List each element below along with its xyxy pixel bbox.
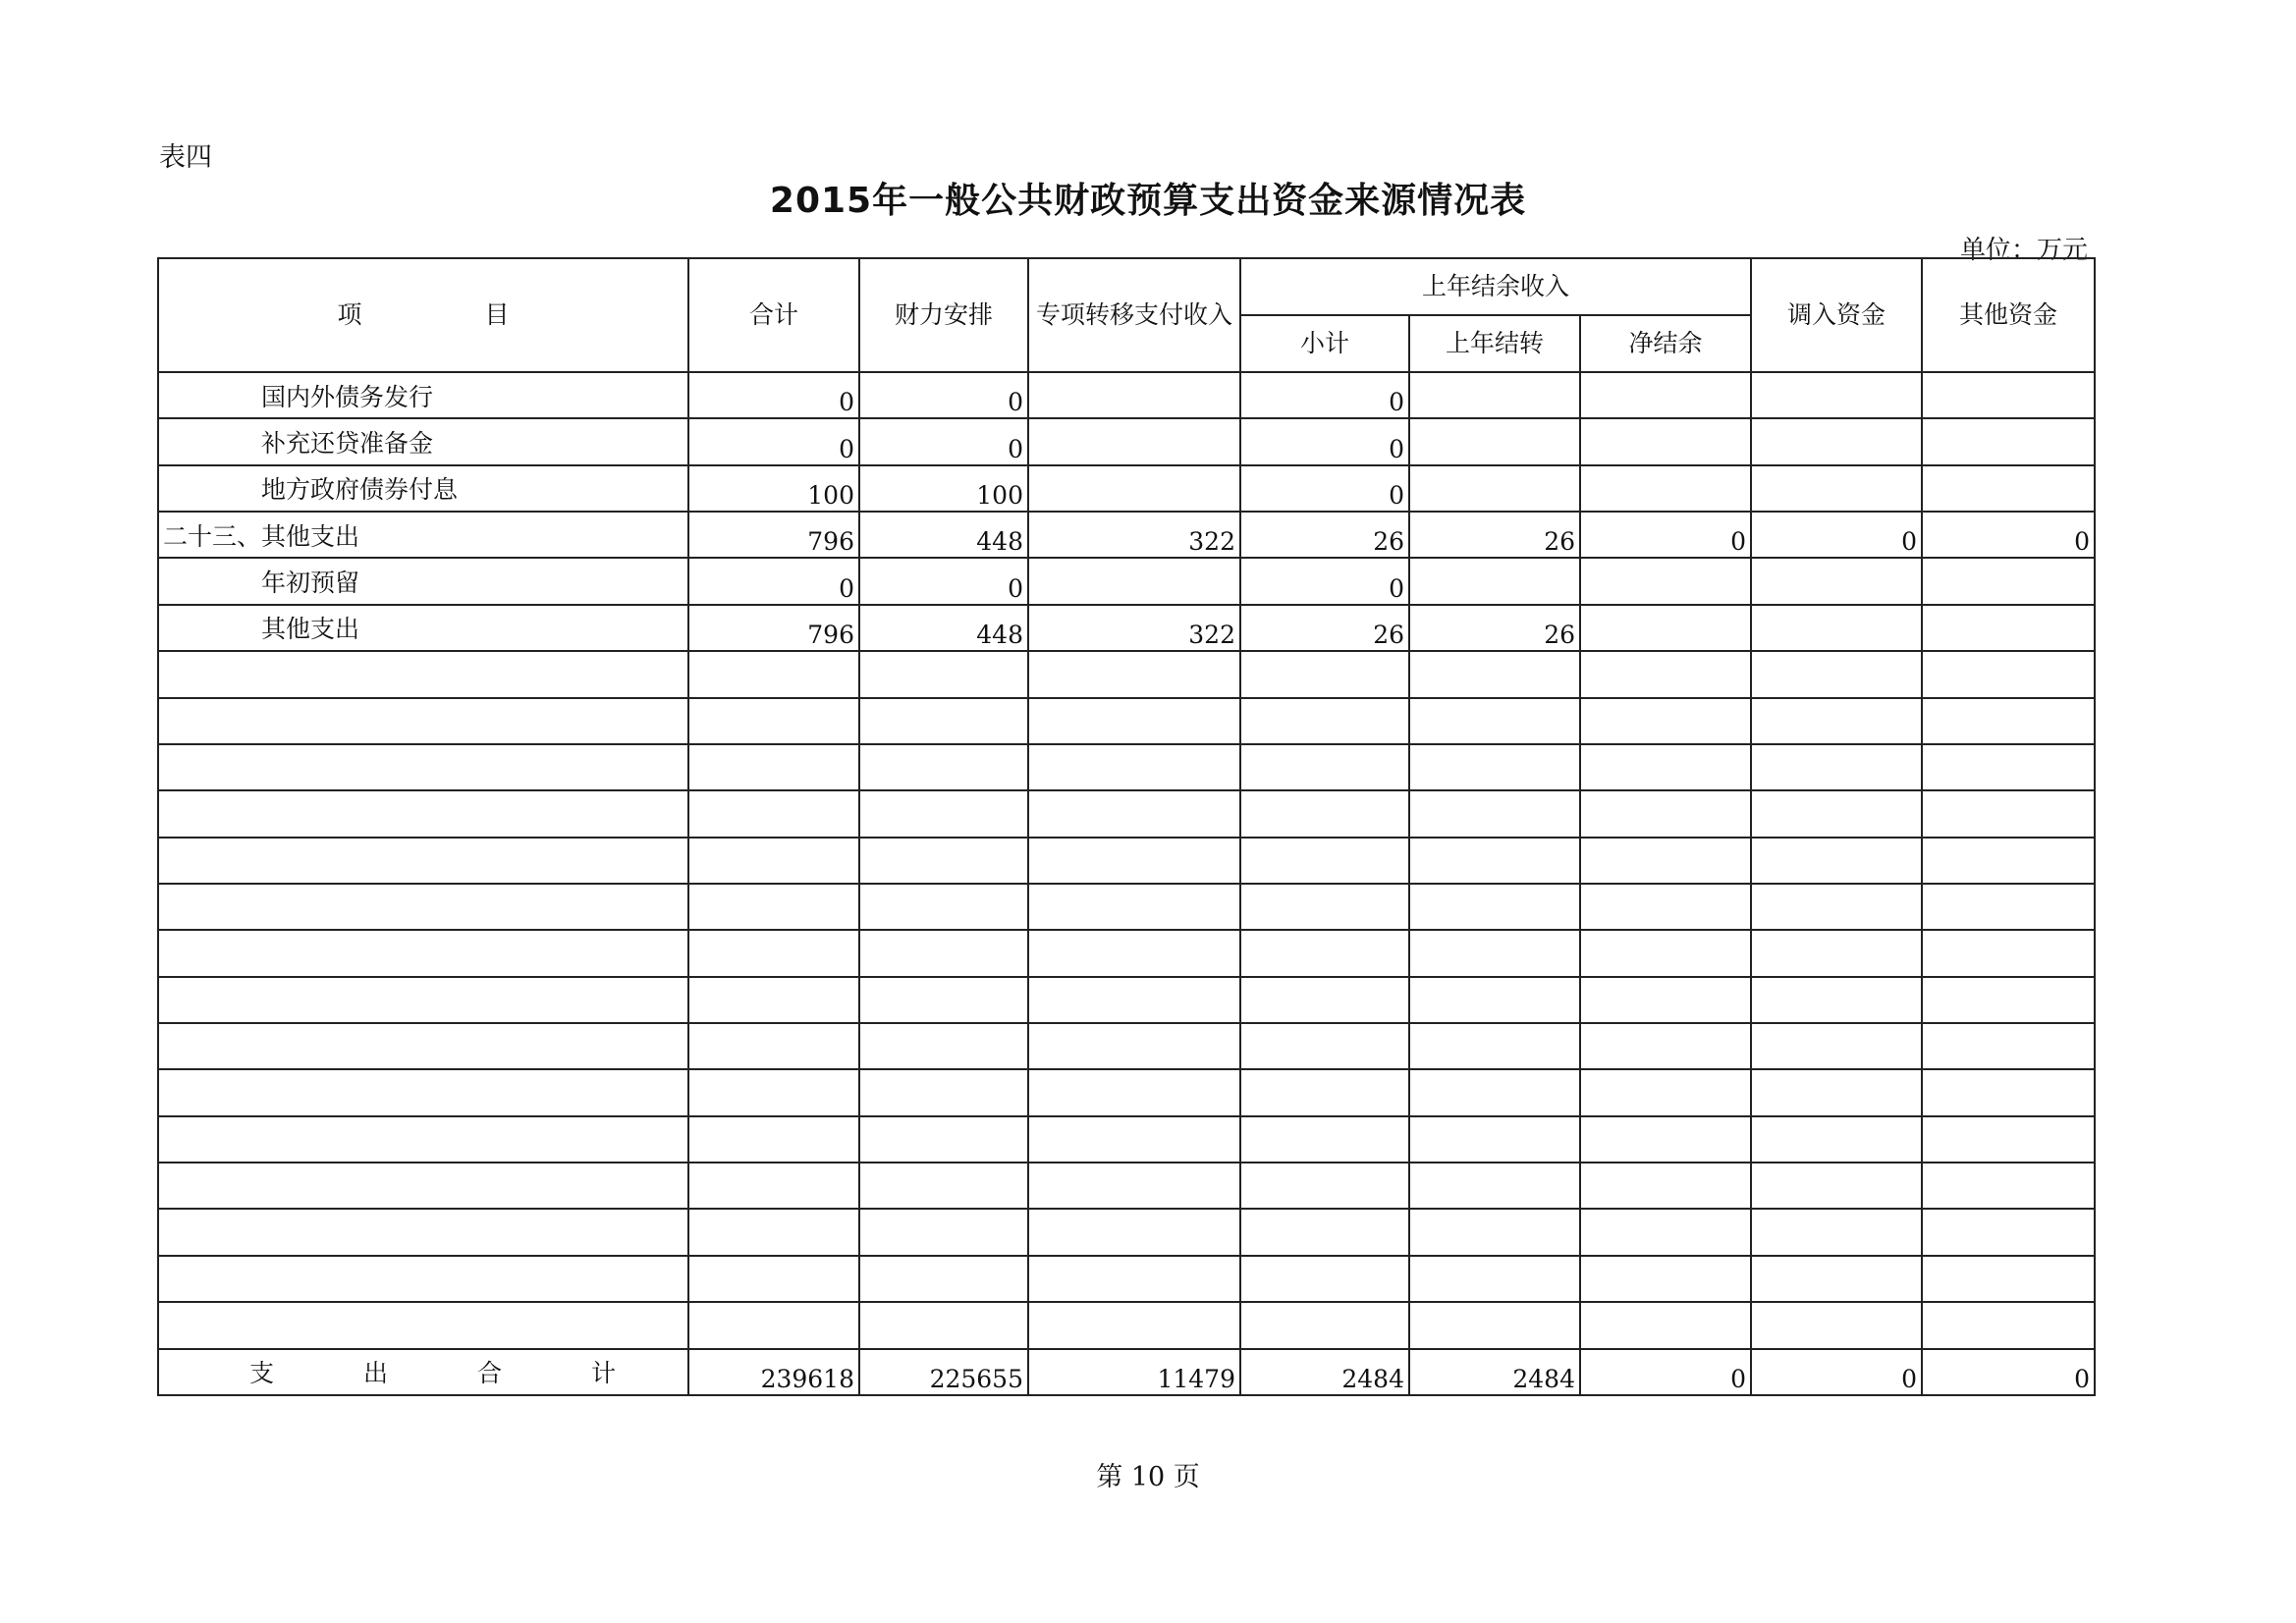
empty-cell (158, 838, 688, 884)
empty-cell (1580, 1256, 1751, 1302)
row-item-label: 补充还贷准备金 (158, 418, 688, 464)
empty-cell (859, 1069, 1028, 1115)
empty-cell (859, 884, 1028, 930)
empty-row (158, 744, 2095, 790)
empty-cell (1240, 1023, 1409, 1069)
empty-cell (1409, 1302, 1580, 1348)
page-number: 第 10 页 (1096, 1462, 1200, 1492)
empty-cell (1922, 1302, 2095, 1348)
header-net-balance: 净结余 (1580, 315, 1751, 372)
empty-cell (158, 1116, 688, 1163)
empty-cell (1922, 1069, 2095, 1115)
total-subtotal: 2484 (1240, 1349, 1409, 1395)
empty-cell (1580, 838, 1751, 884)
cell-special: 322 (1028, 605, 1240, 651)
empty-row (158, 977, 2095, 1023)
empty-cell (859, 1116, 1028, 1163)
empty-cell (1922, 930, 2095, 976)
empty-cell (688, 977, 859, 1023)
empty-cell (1751, 1116, 1922, 1163)
empty-cell (1240, 1256, 1409, 1302)
cell-subtotal: 26 (1240, 512, 1409, 558)
empty-cell (1240, 1302, 1409, 1348)
table-row (158, 605, 2095, 651)
header-carryover: 上年结转 (1409, 315, 1580, 372)
empty-cell (1751, 1209, 1922, 1255)
empty-cell (1751, 1163, 1922, 1209)
empty-cell (688, 698, 859, 744)
totals-label-char: 合 (477, 1359, 503, 1388)
empty-cell (1580, 977, 1751, 1023)
empty-cell (1580, 1023, 1751, 1069)
empty-cell (1409, 1163, 1580, 1209)
total-carryover: 2484 (1409, 1349, 1580, 1395)
empty-cell (1922, 884, 2095, 930)
empty-row (158, 1116, 2095, 1163)
header-other-funds: 其他资金 (1922, 258, 2095, 372)
empty-cell (1751, 930, 1922, 976)
empty-cell (1751, 1069, 1922, 1115)
empty-cell (688, 1069, 859, 1115)
cell-carryover (1409, 465, 1580, 512)
empty-cell (1409, 1116, 1580, 1163)
empty-cell (688, 1209, 859, 1255)
empty-cell (1240, 744, 1409, 790)
empty-row (158, 1023, 2095, 1069)
empty-cell (859, 651, 1028, 697)
empty-cell (1028, 1302, 1240, 1348)
empty-cell (1028, 790, 1240, 837)
empty-cell (1922, 1209, 2095, 1255)
cell-fiscal: 100 (859, 465, 1028, 512)
header-prior-year-group: 上年结余收入 (1240, 258, 1751, 315)
totals-label (158, 1349, 688, 1395)
empty-row (158, 790, 2095, 837)
empty-cell (158, 1302, 688, 1348)
empty-cell (1922, 651, 2095, 697)
unit-label: 单位：万元 (1959, 236, 2088, 265)
header-transferred-in: 调入资金 (1751, 258, 1922, 372)
empty-cell (1409, 977, 1580, 1023)
row-item-label: 其他支出 (158, 605, 688, 651)
empty-cell (1751, 838, 1922, 884)
table-row (158, 465, 2095, 512)
cell-net (1580, 558, 1751, 604)
table-body (158, 372, 2095, 1395)
total-special: 11479 (1028, 1349, 1240, 1395)
empty-cell (1028, 744, 1240, 790)
empty-cell (158, 1209, 688, 1255)
cell-subtotal: 0 (1240, 418, 1409, 464)
table-row (158, 372, 2095, 418)
empty-cell (1028, 838, 1240, 884)
empty-cell (688, 1023, 859, 1069)
cell-transfer-in (1751, 605, 1922, 651)
empty-cell (859, 930, 1028, 976)
empty-row (158, 838, 2095, 884)
empty-cell (859, 1023, 1028, 1069)
empty-cell (1751, 884, 1922, 930)
empty-cell (1751, 1256, 1922, 1302)
empty-cell (1028, 1023, 1240, 1069)
total-other: 0 (1922, 1349, 2095, 1395)
empty-cell (1922, 977, 2095, 1023)
cell-total: 100 (688, 465, 859, 512)
cell-net (1580, 372, 1751, 418)
empty-cell (1028, 651, 1240, 697)
empty-cell (1028, 1069, 1240, 1115)
empty-cell (1580, 698, 1751, 744)
empty-cell (1922, 1023, 2095, 1069)
empty-cell (1751, 651, 1922, 697)
cell-transfer-in: 0 (1751, 512, 1922, 558)
empty-cell (688, 651, 859, 697)
empty-row (158, 930, 2095, 976)
cell-special: 322 (1028, 512, 1240, 558)
total-net: 0 (1580, 1349, 1751, 1395)
empty-cell (1580, 1302, 1751, 1348)
empty-cell (1409, 1023, 1580, 1069)
cell-special (1028, 558, 1240, 604)
empty-cell (1922, 1116, 2095, 1163)
header-total: 合计 (688, 258, 859, 372)
empty-cell (859, 977, 1028, 1023)
empty-cell (1409, 884, 1580, 930)
empty-cell (688, 838, 859, 884)
row-item-label: 国内外债务发行 (158, 372, 688, 418)
empty-cell (1751, 790, 1922, 837)
cell-other (1922, 558, 2095, 604)
empty-cell (1922, 790, 2095, 837)
cell-other (1922, 372, 2095, 418)
empty-cell (158, 1023, 688, 1069)
cell-subtotal: 26 (1240, 605, 1409, 651)
empty-cell (158, 698, 688, 744)
cell-carryover (1409, 418, 1580, 464)
cell-special (1028, 372, 1240, 418)
empty-cell (688, 790, 859, 837)
cell-transfer-in (1751, 465, 1922, 512)
empty-cell (1580, 1116, 1751, 1163)
empty-cell (158, 744, 688, 790)
empty-cell (1580, 1163, 1751, 1209)
empty-cell (1922, 838, 2095, 884)
empty-cell (158, 1069, 688, 1115)
cell-fiscal: 0 (859, 372, 1028, 418)
total-total: 239618 (688, 1349, 859, 1395)
totals-label-char: 出 (363, 1359, 389, 1388)
empty-cell (1409, 838, 1580, 884)
row-item-label: 二十三、其他支出 (158, 512, 688, 558)
cell-carryover (1409, 558, 1580, 604)
empty-cell (1580, 930, 1751, 976)
header-item: 项 目 (158, 258, 688, 372)
empty-cell (688, 744, 859, 790)
cell-subtotal: 0 (1240, 465, 1409, 512)
row-item-label: 地方政府债券付息 (158, 465, 688, 512)
empty-cell (1580, 744, 1751, 790)
empty-cell (1240, 1069, 1409, 1115)
empty-cell (1240, 1163, 1409, 1209)
empty-cell (688, 884, 859, 930)
empty-cell (158, 790, 688, 837)
empty-cell (158, 1163, 688, 1209)
empty-row (158, 698, 2095, 744)
empty-cell (859, 1163, 1028, 1209)
table-row (158, 558, 2095, 604)
empty-row (158, 1069, 2095, 1115)
totals-label-char: 计 (591, 1359, 617, 1388)
empty-cell (158, 1256, 688, 1302)
empty-cell (1028, 1209, 1240, 1255)
empty-cell (688, 1302, 859, 1348)
cell-transfer-in (1751, 558, 1922, 604)
totals-row (158, 1349, 2095, 1395)
empty-cell (1580, 1069, 1751, 1115)
empty-cell (1028, 698, 1240, 744)
empty-cell (1028, 1116, 1240, 1163)
empty-cell (1922, 744, 2095, 790)
empty-cell (1751, 977, 1922, 1023)
empty-cell (1028, 930, 1240, 976)
empty-cell (1028, 977, 1240, 1023)
empty-cell (1409, 698, 1580, 744)
empty-cell (1409, 744, 1580, 790)
empty-row (158, 1163, 2095, 1209)
cell-fiscal: 448 (859, 605, 1028, 651)
cell-total: 0 (688, 558, 859, 604)
cell-subtotal: 0 (1240, 558, 1409, 604)
document-label: 表四 (159, 142, 212, 173)
empty-cell (859, 838, 1028, 884)
empty-cell (1409, 1256, 1580, 1302)
empty-cell (859, 1209, 1028, 1255)
empty-cell (688, 1163, 859, 1209)
empty-cell (859, 1256, 1028, 1302)
page-title: 2015年一般公共财政预算支出资金来源情况表 (769, 181, 1527, 221)
header-special-transfer: 专项转移支付收入 (1028, 258, 1240, 372)
empty-cell (1751, 698, 1922, 744)
empty-cell (1028, 1163, 1240, 1209)
cell-fiscal: 0 (859, 418, 1028, 464)
empty-cell (1240, 651, 1409, 697)
empty-cell (1409, 790, 1580, 837)
empty-cell (158, 977, 688, 1023)
empty-cell (859, 698, 1028, 744)
cell-other (1922, 418, 2095, 464)
empty-row (158, 651, 2095, 697)
empty-cell (1751, 1302, 1922, 1348)
cell-carryover: 26 (1409, 512, 1580, 558)
empty-cell (1028, 884, 1240, 930)
empty-cell (1409, 930, 1580, 976)
empty-cell (1240, 1116, 1409, 1163)
cell-net: 0 (1580, 512, 1751, 558)
empty-cell (1580, 884, 1751, 930)
table-row (158, 418, 2095, 464)
empty-cell (1240, 977, 1409, 1023)
empty-cell (1922, 1256, 2095, 1302)
header-subtotal: 小计 (1240, 315, 1409, 372)
empty-cell (1922, 698, 2095, 744)
cell-total: 0 (688, 418, 859, 464)
cell-fiscal: 0 (859, 558, 1028, 604)
cell-other (1922, 605, 2095, 651)
empty-cell (1751, 744, 1922, 790)
empty-cell (1580, 790, 1751, 837)
table-row (158, 512, 2095, 558)
empty-cell (1409, 1209, 1580, 1255)
total-transfer-in: 0 (1751, 1349, 1922, 1395)
empty-cell (688, 1256, 859, 1302)
empty-cell (859, 1302, 1028, 1348)
cell-total: 796 (688, 605, 859, 651)
budget-table (157, 257, 2096, 1396)
cell-total: 796 (688, 512, 859, 558)
empty-row (158, 884, 2095, 930)
empty-cell (158, 651, 688, 697)
empty-row (158, 1256, 2095, 1302)
empty-row (158, 1209, 2095, 1255)
empty-row (158, 1302, 2095, 1348)
empty-cell (859, 790, 1028, 837)
cell-net (1580, 605, 1751, 651)
cell-special (1028, 418, 1240, 464)
total-fiscal: 225655 (859, 1349, 1028, 1395)
empty-cell (688, 1116, 859, 1163)
cell-carryover (1409, 372, 1580, 418)
empty-cell (1240, 930, 1409, 976)
empty-cell (1751, 1023, 1922, 1069)
empty-cell (1028, 1256, 1240, 1302)
empty-cell (1240, 790, 1409, 837)
totals-label-char: 支 (249, 1359, 275, 1388)
empty-cell (859, 744, 1028, 790)
empty-cell (1580, 651, 1751, 697)
cell-net (1580, 418, 1751, 464)
empty-cell (1409, 1069, 1580, 1115)
empty-cell (1922, 1163, 2095, 1209)
empty-cell (1240, 698, 1409, 744)
cell-transfer-in (1751, 372, 1922, 418)
empty-cell (158, 884, 688, 930)
header-fiscal: 财力安排 (859, 258, 1028, 372)
empty-cell (158, 930, 688, 976)
cell-net (1580, 465, 1751, 512)
cell-fiscal: 448 (859, 512, 1028, 558)
cell-subtotal: 0 (1240, 372, 1409, 418)
empty-cell (1240, 1209, 1409, 1255)
cell-total: 0 (688, 372, 859, 418)
cell-transfer-in (1751, 418, 1922, 464)
cell-other: 0 (1922, 512, 2095, 558)
row-item-label: 年初预留 (158, 558, 688, 604)
cell-other (1922, 465, 2095, 512)
empty-cell (688, 930, 859, 976)
empty-cell (1580, 1209, 1751, 1255)
empty-cell (1240, 838, 1409, 884)
empty-cell (1240, 884, 1409, 930)
cell-carryover: 26 (1409, 605, 1580, 651)
empty-cell (1409, 651, 1580, 697)
cell-special (1028, 465, 1240, 512)
